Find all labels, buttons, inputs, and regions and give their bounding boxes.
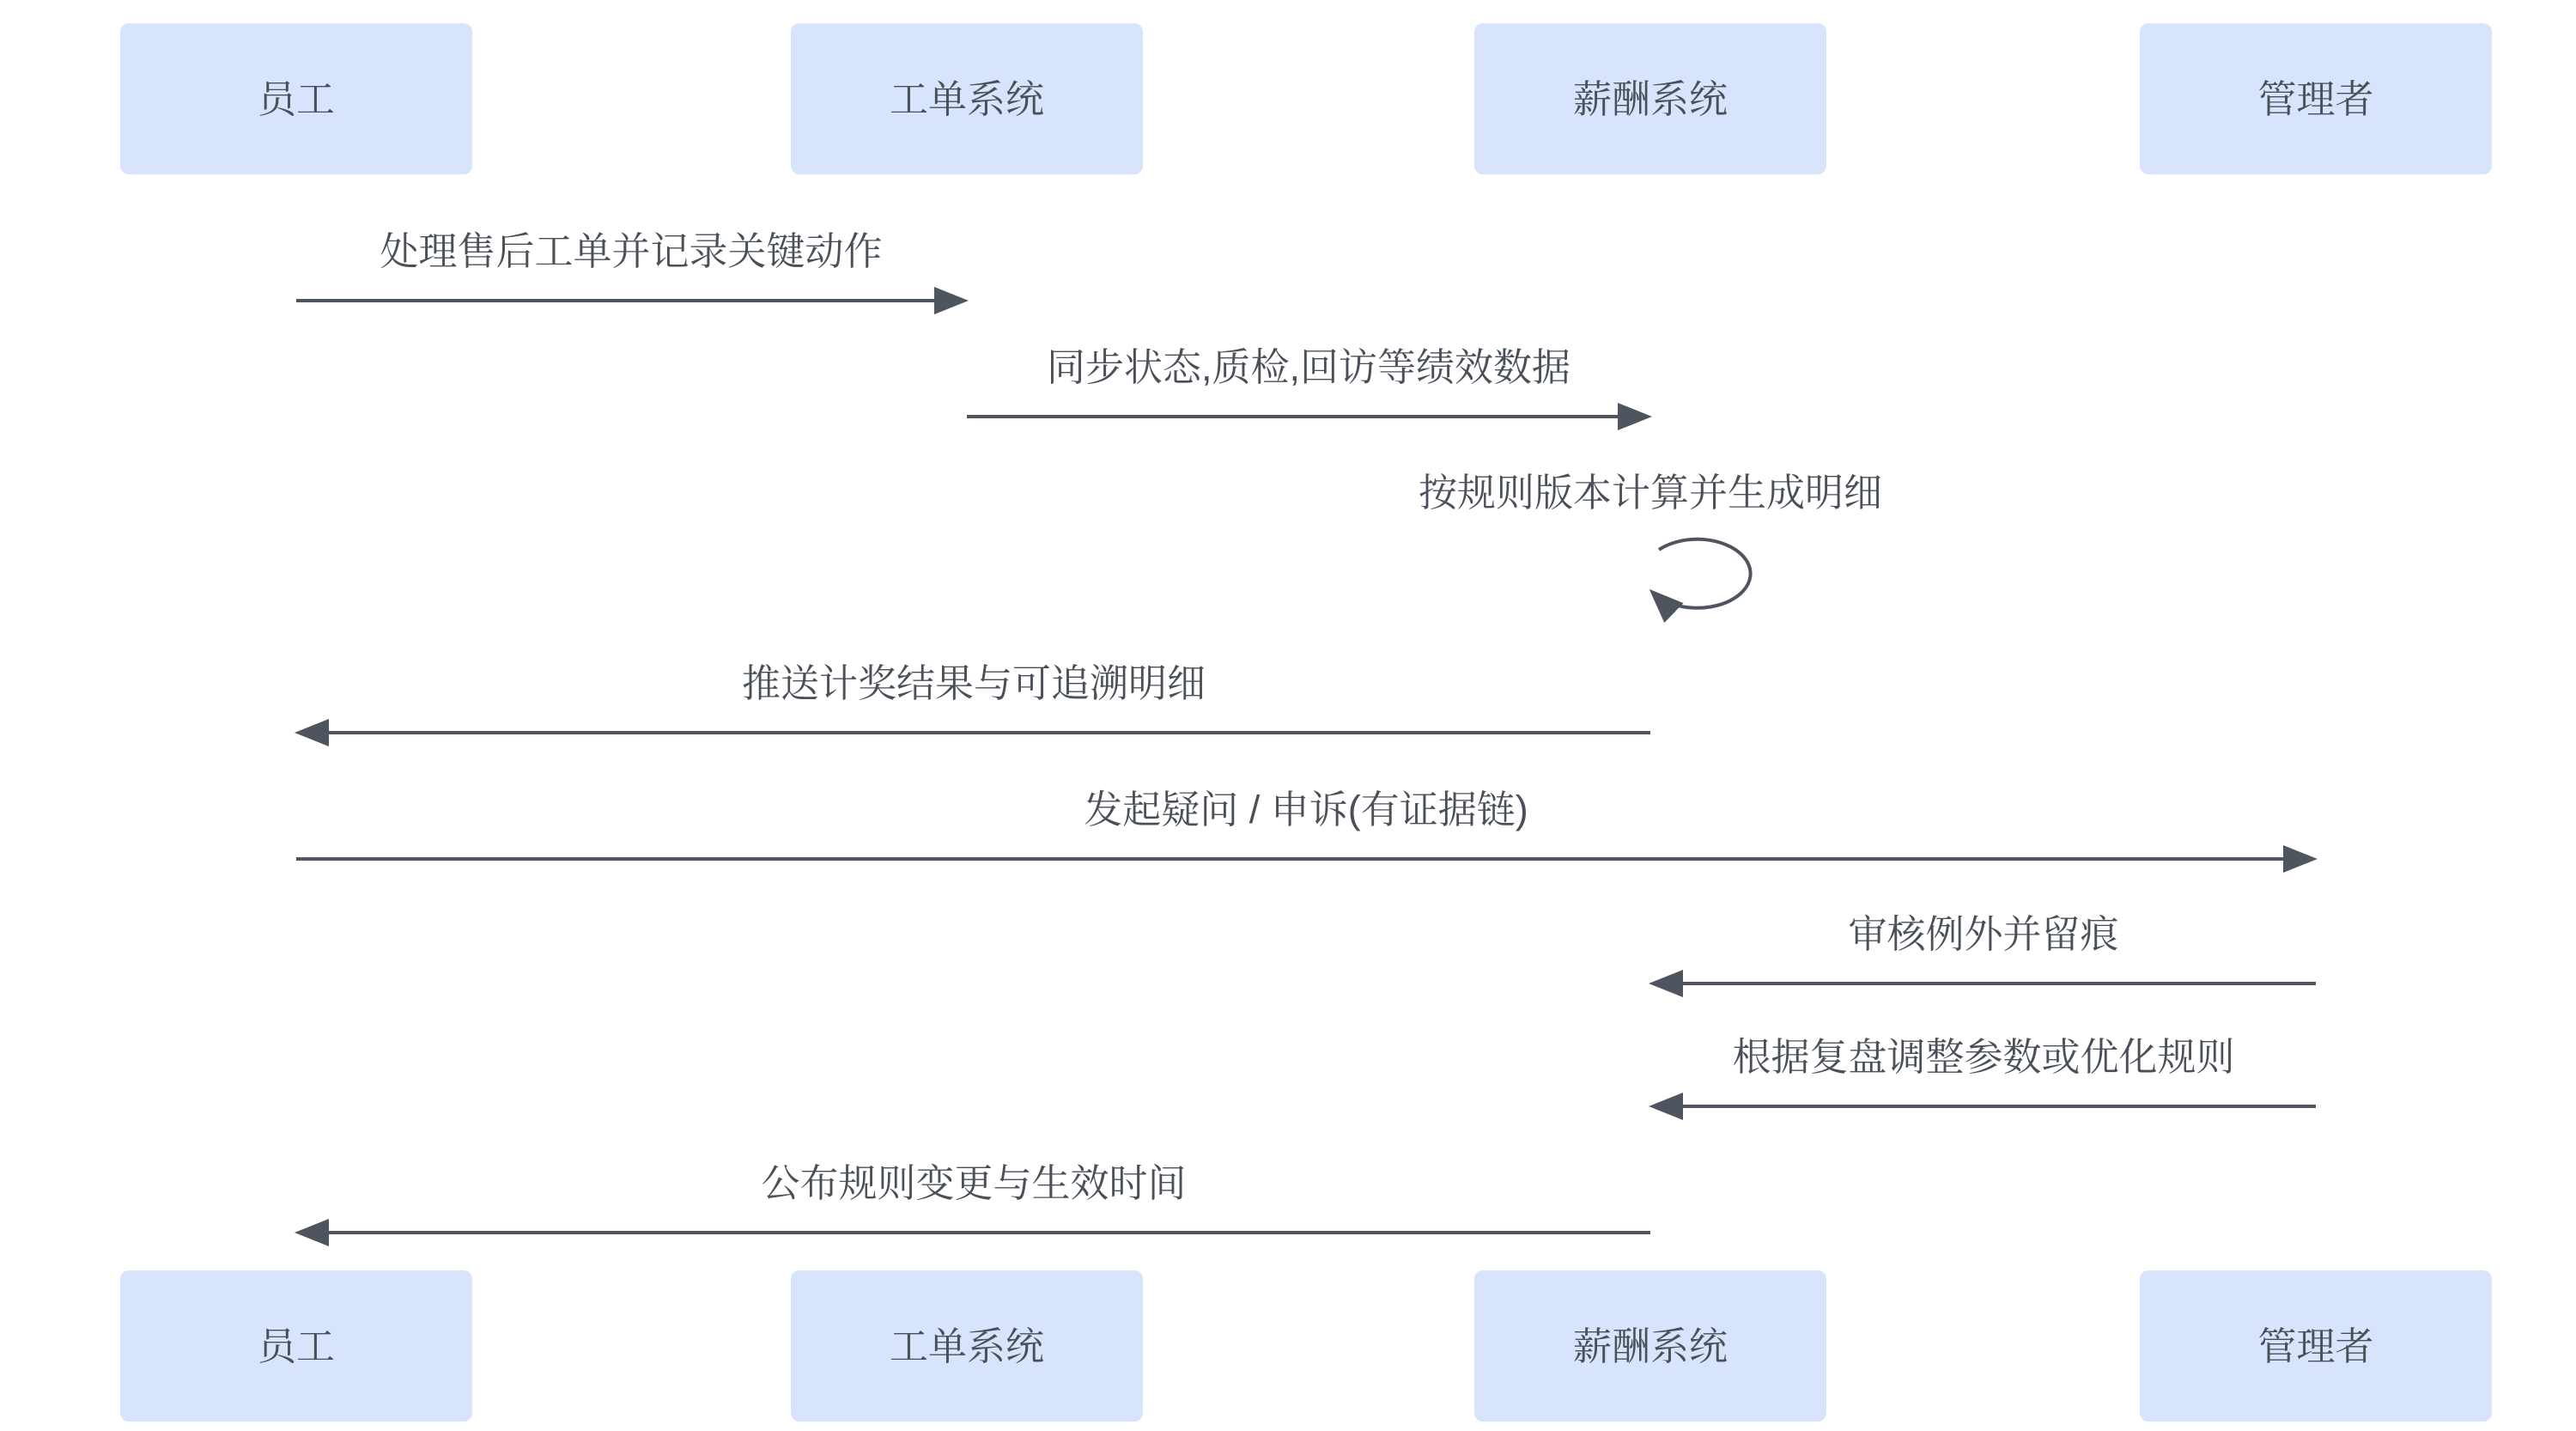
message-4 xyxy=(300,661,1650,733)
actor-label: 工单系统 xyxy=(889,1324,1045,1368)
message-label: 发起疑问 / 申诉(有证据链) xyxy=(1084,788,1528,831)
message-label: 公布规则变更与生效时间 xyxy=(761,1161,1187,1205)
actor-label: 管理者 xyxy=(2257,1324,2374,1368)
message-5 xyxy=(296,788,2312,859)
message-3-self-loop xyxy=(1419,471,1882,608)
actor-label: 工单系统 xyxy=(889,77,1045,121)
actor-bottom-employee xyxy=(120,1270,472,1422)
actor-label: 管理者 xyxy=(2257,77,2374,121)
message-label: 同步状态,质检,回访等绩效数据 xyxy=(1046,345,1571,389)
message-7 xyxy=(1654,1035,2316,1106)
actor-label: 员工 xyxy=(257,77,336,121)
message-6 xyxy=(1654,912,2316,983)
message-label: 按规则版本计算并生成明细 xyxy=(1418,471,1883,515)
actor-top-ticket-system xyxy=(791,23,1143,174)
message-label: 处理售后工单并记录关键动作 xyxy=(380,229,883,273)
message-2 xyxy=(967,345,1647,417)
message-label: 推送计奖结果与可追溯明细 xyxy=(741,661,1206,705)
message-label: 根据复盘调整参数或优化规则 xyxy=(1732,1035,2235,1079)
actor-top-payroll-system xyxy=(1474,23,1826,174)
actor-label: 薪酬系统 xyxy=(1572,1324,1728,1368)
actor-label: 员工 xyxy=(257,1324,336,1368)
message-1 xyxy=(296,229,963,301)
actor-bottom-ticket-system xyxy=(791,1270,1143,1422)
message-label: 审核例外并留痕 xyxy=(1848,912,2119,956)
self-loop-arrow xyxy=(1653,539,1751,608)
actor-bottom-manager xyxy=(2140,1270,2492,1422)
actor-top-manager xyxy=(2140,23,2492,174)
actor-bottom-payroll-system xyxy=(1474,1270,1826,1422)
message-8 xyxy=(300,1161,1650,1233)
actor-label: 薪酬系统 xyxy=(1572,77,1728,121)
actor-top-employee xyxy=(120,23,472,174)
